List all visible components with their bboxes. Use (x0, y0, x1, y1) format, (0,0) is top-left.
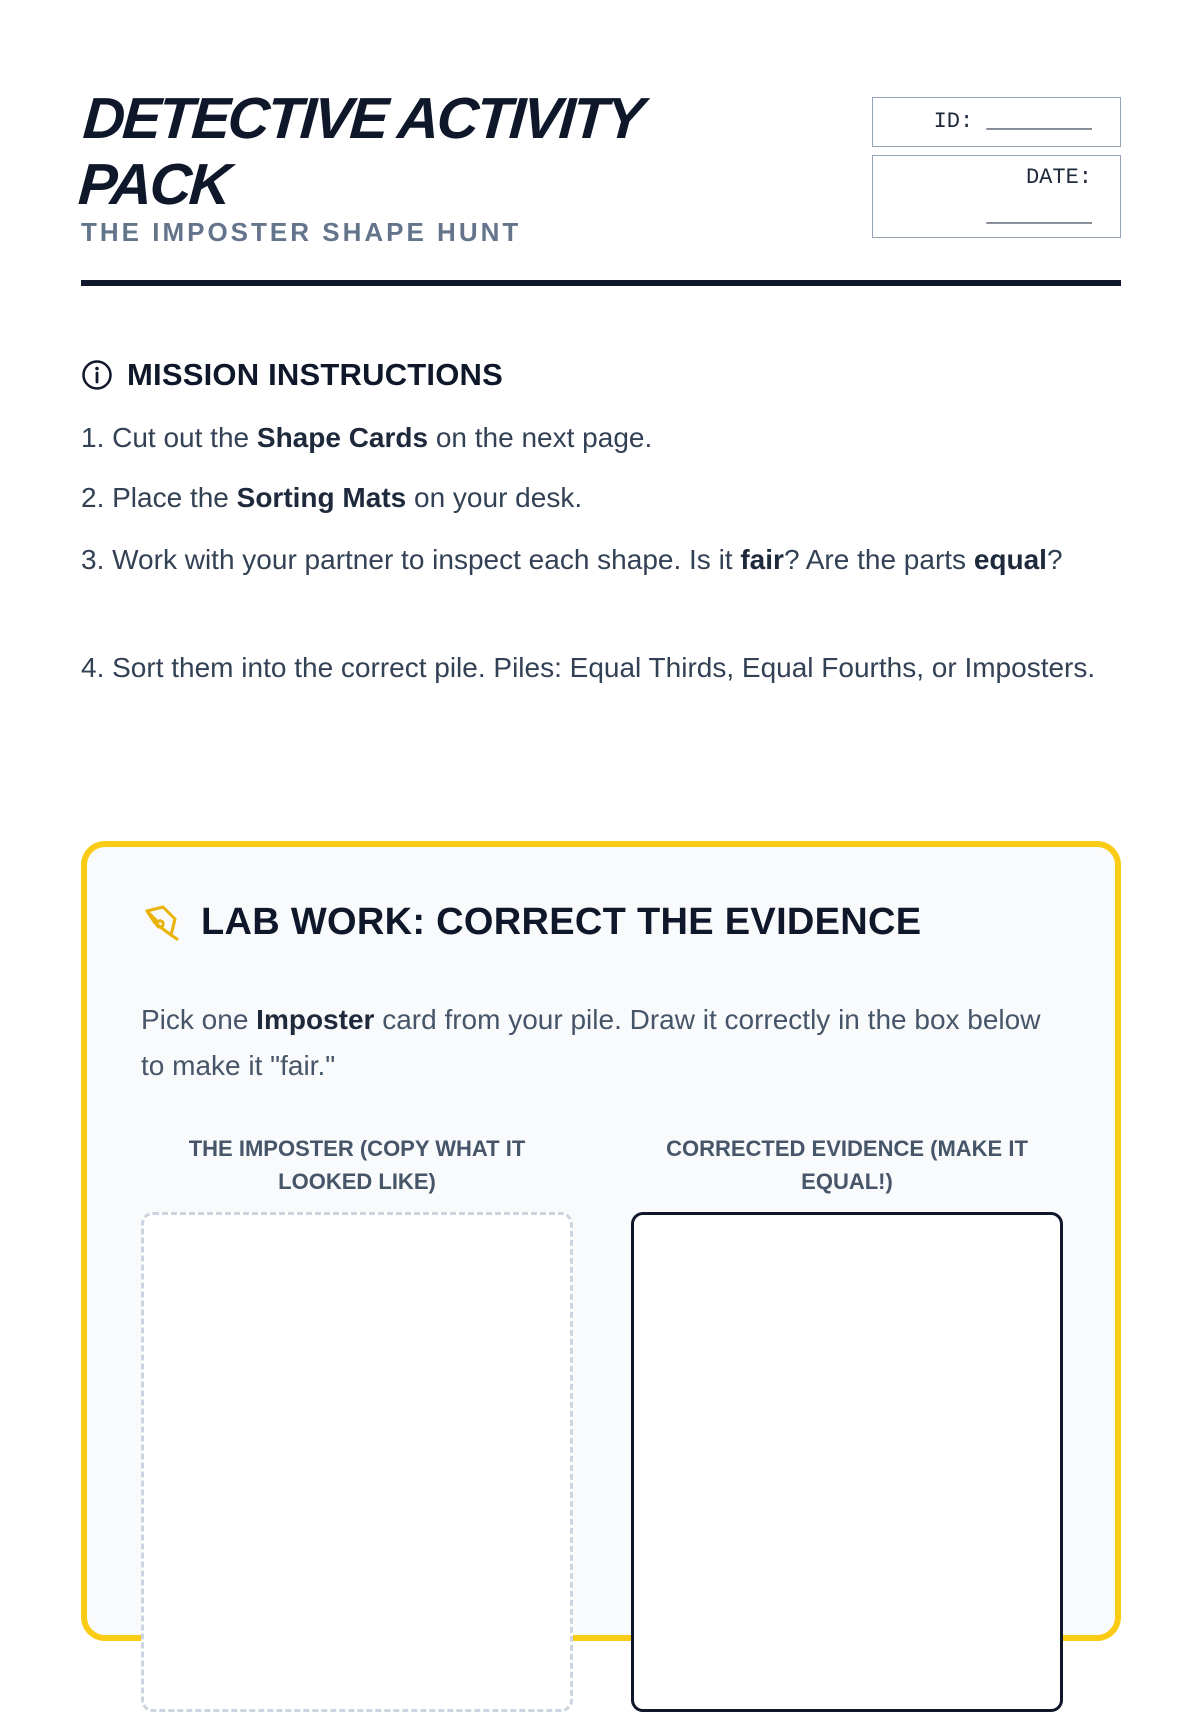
pen-tool-icon (141, 903, 181, 943)
info-icon (81, 359, 113, 391)
page-title: DETECTIVE ACTIVITY PACK (76, 86, 644, 217)
imposter-column (141, 1132, 573, 1712)
mission-instructions (81, 354, 1121, 683)
corrected-drawing-box[interactable] (631, 1212, 1063, 1712)
instruction-step-2: 2. Place the Sorting Mats on your desk. (81, 482, 583, 513)
date-field[interactable] (872, 155, 1121, 238)
header-divider (81, 280, 1121, 286)
imposter-label: THE IMPOSTER (COPY WHAT IT LOOKED LIKE) (188, 1136, 526, 1194)
page-header (76, 86, 1121, 286)
corrected-label: CORRECTED EVIDENCE (MAKE IT EQUAL!) (666, 1136, 1028, 1194)
meta-fields (872, 97, 1121, 238)
id-field[interactable]: ID: ________ (872, 97, 1121, 147)
instruction-step-1: 1. Cut out the Shape Cards on the next page. (81, 422, 653, 453)
date-label: DATE: (1025, 165, 1092, 190)
lab-title: LAB WORK: CORRECT THE EVIDENCE (201, 901, 922, 943)
lab-heading (141, 901, 921, 944)
imposter-drawing-box[interactable] (141, 1212, 573, 1712)
mission-heading (81, 354, 1121, 396)
instruction-step-3: 3. Work with your partner to inspect each shape. Is it fair? Are the parts equal? (81, 544, 1063, 575)
mission-title: MISSION INSTRUCTIONS (127, 357, 504, 392)
instruction-step-4: 4. Sort them into the correct pile. Piles: Equal Thirds, Equal Fourths, or Imposters. (81, 652, 1096, 683)
date-blank: ________ (986, 203, 1092, 228)
page-subtitle: THE IMPOSTER SHAPE HUNT (81, 217, 522, 247)
lab-work-panel (81, 841, 1121, 1641)
corrected-column (631, 1132, 1063, 1712)
lab-description: Pick one Imposter card from your pile. Draw it correctly in the box below to make it "fair." (141, 1004, 1041, 1081)
